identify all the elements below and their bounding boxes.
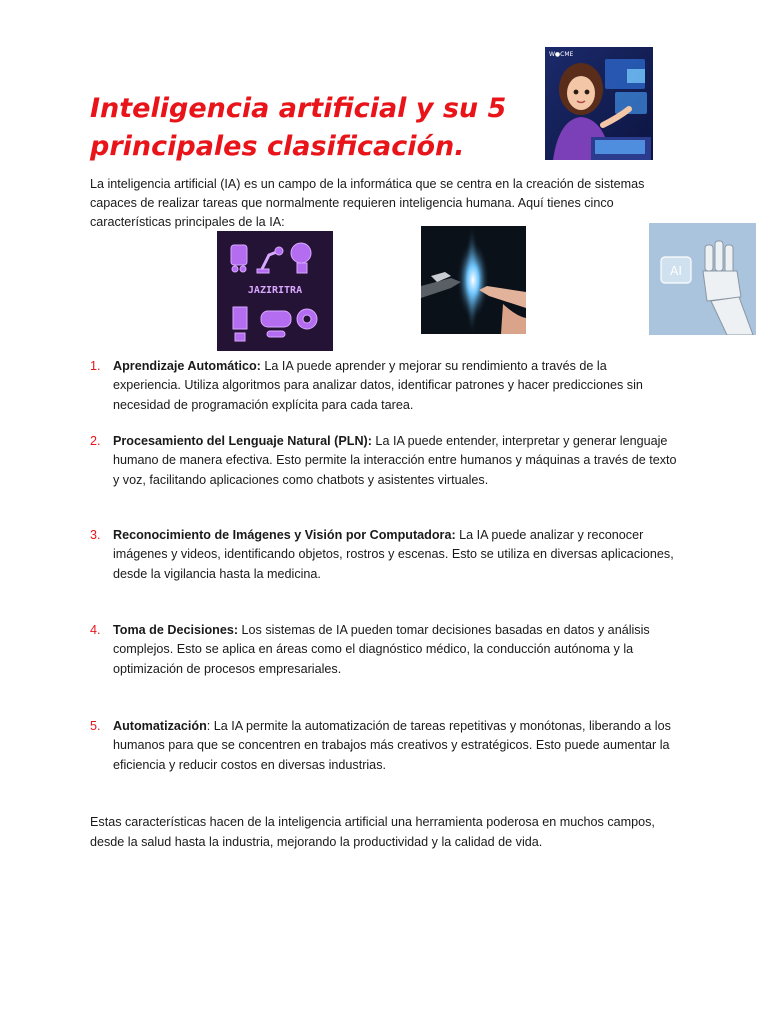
list-term: Aprendizaje Automático: [113,359,261,373]
list-number: 1. [90,359,101,373]
intro-paragraph: La inteligencia artificial (IA) es un campo de la informática que se centra en la creación de sistemas capaces de realizar tareas que normalmente requieren inteligencia humana. Aquí tienes cinco características principales de la IA: [90,177,645,229]
closing-paragraph: Estas características hacen de la inteligencia artificial una herramienta poderosa en muchos campos, desde la salud hasta la industria, mejorando la productividad y la calidad de vida. [90,815,655,849]
list-number: 2. [90,434,101,448]
human-robot-touch-image [421,226,526,334]
list-text: La IA puede entender, interpretar y generar lenguaje humano de manera efectiva. Esto permite la interacción entre humanos y máquinas a través de texto y voz, facilitando aplicaciones como chatbots y asistentes virtuales. [113,434,677,487]
list-text: La IA puede analizar y reconocer imágenes y videos, identificando objetos, rostros y escenas. Esto se utiliza en diversas aplicaciones, desde la vigilancia hasta la medicina. [113,528,674,581]
list-term: Procesamiento del Lenguaje Natural (PLN): [113,434,372,448]
list-term: Automatización [113,719,207,733]
list-text: La IA puede aprender y mejorar su rendimiento a través de la experiencia. Utiliza algoritmos para analizar datos, identificar patrones y hacer predicciones sin necesidad de programación explícita para cada tarea. [113,359,643,412]
girl-computer-illustration [545,47,653,160]
list-text: Los sistemas de IA pueden tomar decisiones basadas en datos y análisis complejos. Esto se aplica en áreas como el diagnóstico médico, la conducción autónoma y la optimización de procesos empresariales. [113,623,650,676]
list-number: 4. [90,623,101,637]
list-text: : La IA permite la automatización de tareas repetitivas y monótonas, liberando a los humanos para que se concentren en trabajos más creativos y estratégicos. Esto puede aumentar la eficiencia y reducir costos en diversas industrias. [113,719,671,772]
list-term: Reconocimiento de Imágenes y Visión por Computadora: [113,528,456,542]
robotics-icons-image [217,231,333,351]
list-number: 3. [90,528,101,542]
list-number: 5. [90,719,101,733]
ai-chip-label: AI [670,264,682,278]
girl-image-logo: W●CME [549,51,574,58]
robotics-image-label: JAZIRITRA [247,285,303,296]
document-title: Inteligencia artificial y su 5 principales clasificación. [90,93,507,162]
list-term: Toma de Decisiones: [113,623,239,637]
robot-hand-ai-image [649,223,756,335]
